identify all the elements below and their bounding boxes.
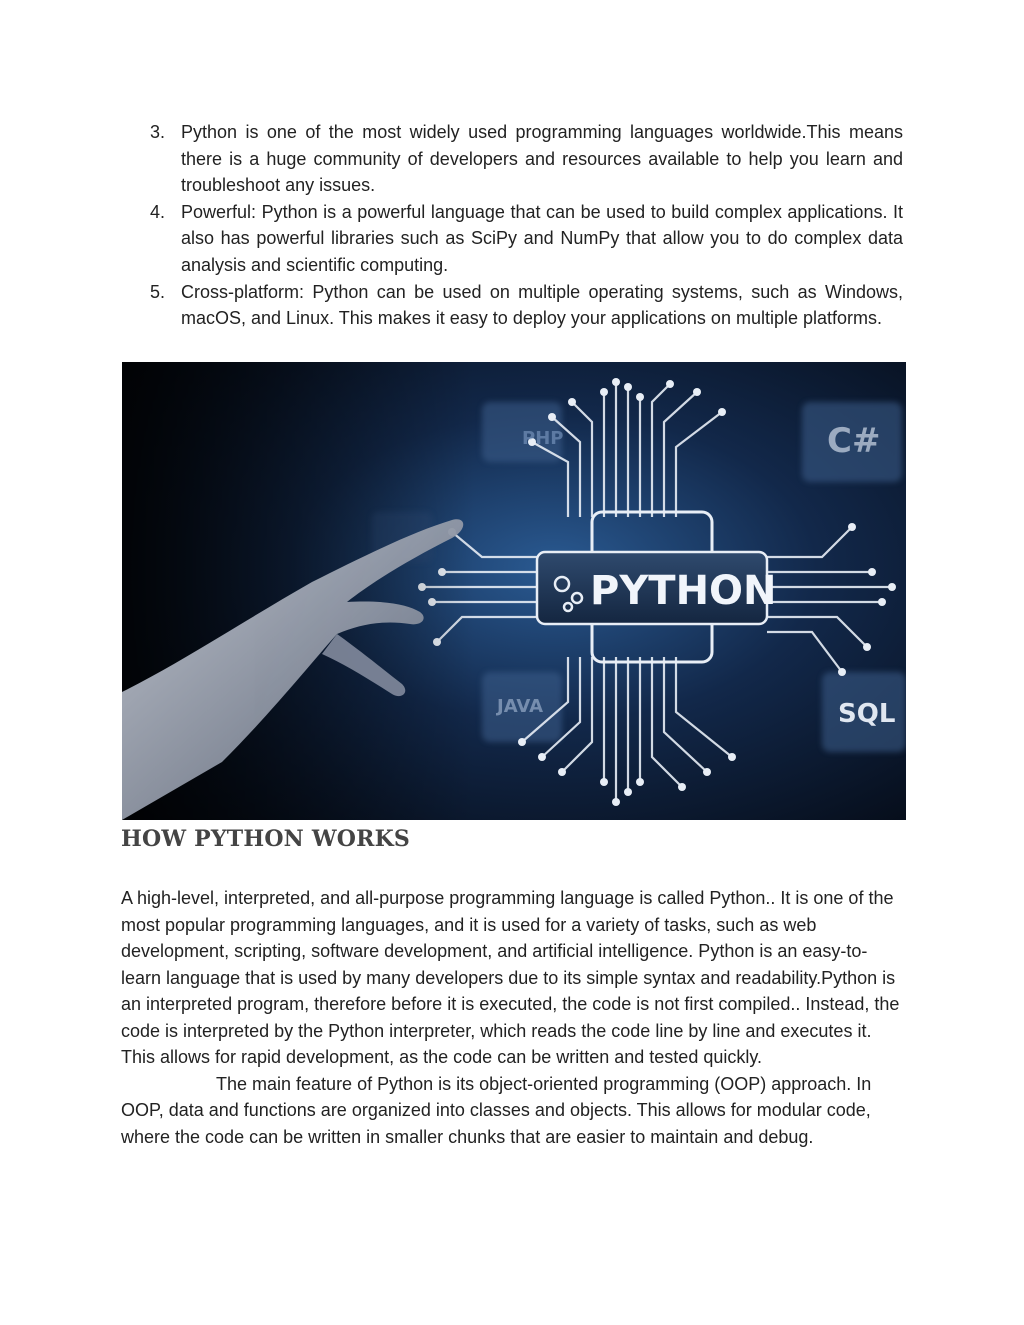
list-item-text: Python is one of the most widely used programming languages worldwide.This means there is a huge community of developers and resources available to help you learn and troubleshoot any issues. — [181, 122, 903, 196]
section-body — [121, 885, 906, 1150]
circuit-illustration — [122, 362, 906, 820]
list-item-text: Cross-platform: Python can be used on multiple operating systems, such as Windows, macOS, and Linux. This makes it easy to deploy your applications on multiple platforms. — [181, 281, 903, 329]
body-paragraph: The main feature of Python is its object-oriented programming (OOP) approach. In OOP, data and functions are organized into classes and objects. This allows for modular code, where the code can be written in smaller chunks that are easier to maintain and debug. — [121, 1073, 872, 1147]
list-item-number: 5. — [150, 281, 166, 302]
list-item-number: 4. — [150, 201, 166, 222]
python-hero-image — [122, 362, 906, 820]
left-shadow — [122, 362, 906, 820]
list-item — [122, 279, 903, 332]
list-item-text: Powerful: Python is a powerful language that can be used to build complex applications. It also has powerful libraries such as SciPy and NumPy that allow you to do complex data analysis and scientific computing. — [181, 201, 903, 275]
list-item — [122, 199, 903, 279]
section-title: HOW PYTHON WORKS — [121, 826, 411, 852]
list-item — [122, 119, 903, 199]
body-paragraph: A high-level, interpreted, and all-purpose programming language is called Python.. It is one of the most popular programming languages, and it is used for a variety of tasks, such as web development, scripting, software development, and artificial intelligence. Python is an easy-to-learn language that is used by many developers due to its simple syntax and readability.Python is an interpreted program, therefore before it is executed, the code is not first compiled.. Instead, the code is interpreted by the Python interpreter, which reads the code line by line and executes it. This allows for rapid development, as the code can be written and tested quickly. — [121, 888, 900, 1067]
benefits-list — [122, 119, 903, 332]
list-item-number: 3. — [150, 122, 166, 142]
